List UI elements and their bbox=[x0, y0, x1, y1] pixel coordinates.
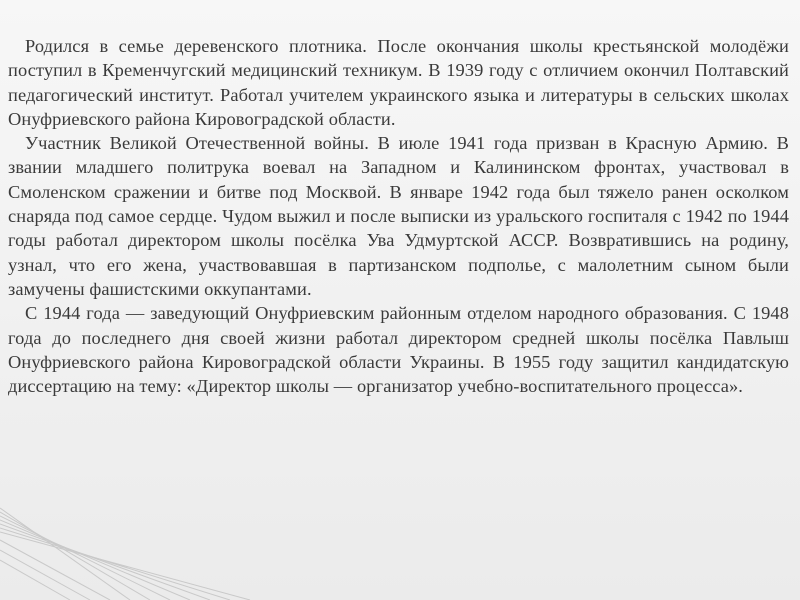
decorative-corner-stripes bbox=[0, 500, 260, 600]
biography-text bbox=[8, 34, 789, 398]
paragraph-war-years: Участник Великой Отечественной войны. В июле 1941 года призван в Красную Армию. В звании младшего политрука воевал на Западном и Калининском фронтах, участвовал в Смоленском сражении и битве под Москвой. В январе 1942 года был тяжело ранен осколком снаряда под самое сердце. Чудом выжил и после выписки из уральского госпиталя с 1942 по 1944 годы работал директором школы посёлка Ува Удмуртской АССР. Возвратившись на родину, узнал, что его жена, участвовавшая в партизанском подполье, с малолетним сыном были замучены фашистскими оккупантами. bbox=[8, 133, 789, 299]
paragraph-pedagogical-career: С 1944 года — заведующий Онуфриевским районным отделом народного образования. С 1948 года до последнего дня своей жизни работал директором средней школы посёлка Павлыш Онуфриевского района Кировоградской области Украины. В 1955 году защитил кандидатскую диссертацию на тему: «Директор школы — организатор учебно-воспитательного процесса». bbox=[8, 303, 789, 397]
paragraph-early-life: Родился в семье деревенского плотника. После окончания школы крестьянской молодёжи поступил в Кременчугский медицинский техникум. В 1939 году с отличием окончил Полтавский педагогический институт. Работал учителем украинского языка и литературы в сельских школах Онуфриевского района Кировоградской области. bbox=[8, 36, 789, 129]
